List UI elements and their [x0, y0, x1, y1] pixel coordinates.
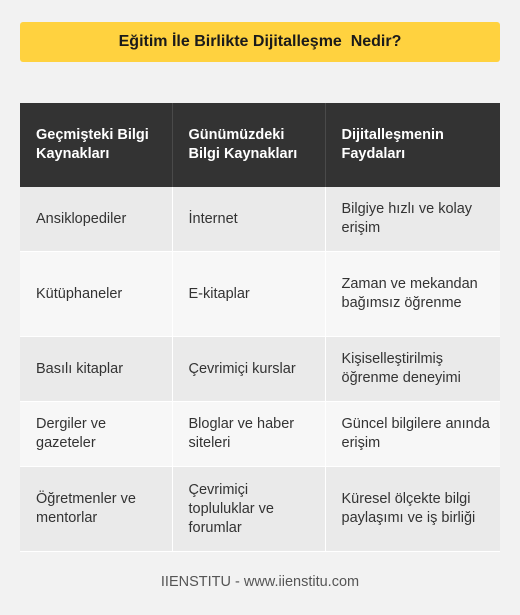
table-row — [20, 402, 500, 467]
table-cell: Güncel bilgilere anında erişim — [325, 402, 500, 467]
table-cell: Kişiselleştirilmiş öğrenme deneyimi — [325, 337, 500, 402]
footer-credit: IIENSTITU - www.iienstitu.com — [160, 574, 360, 590]
header-benefits: Dijitalleşmenin Faydaları — [325, 103, 500, 187]
header-present-sources: Günümüzdeki Bilgi Kaynakları — [172, 103, 325, 187]
page-title: Eğitim İle Birlikte Dijitalleşme Nedir? — [20, 22, 500, 62]
table-cell: Çevrimiçi kurslar — [172, 337, 325, 402]
table-cell: Dergiler ve gazeteler — [20, 402, 172, 467]
table-cell: Basılı kitaplar — [20, 337, 172, 402]
table-row — [20, 187, 500, 252]
table-cell: Bloglar ve haber siteleri — [172, 402, 325, 467]
table-row — [20, 337, 500, 402]
table-cell: Kütüphaneler — [20, 252, 172, 337]
table-row — [20, 467, 500, 552]
table-cell: Çevrimiçi topluluklar ve forumlar — [172, 467, 325, 552]
table-row — [20, 252, 500, 337]
table-cell: Bilgiye hızlı ve kolay erişim — [325, 187, 500, 252]
table-cell: Küresel ölçekte bilgi paylaşımı ve iş birliği — [325, 467, 500, 552]
table-cell: Zaman ve mekandan bağımsız öğrenme — [325, 252, 500, 337]
table-header-row — [20, 103, 500, 187]
table-cell: İnternet — [172, 187, 325, 252]
table-cell: Ansiklopediler — [20, 187, 172, 252]
comparison-table — [20, 103, 500, 552]
table-cell: Öğretmenler ve mentorlar — [20, 467, 172, 552]
header-past-sources: Geçmişteki Bilgi Kaynakları — [20, 103, 172, 187]
table-cell: E-kitaplar — [172, 252, 325, 337]
